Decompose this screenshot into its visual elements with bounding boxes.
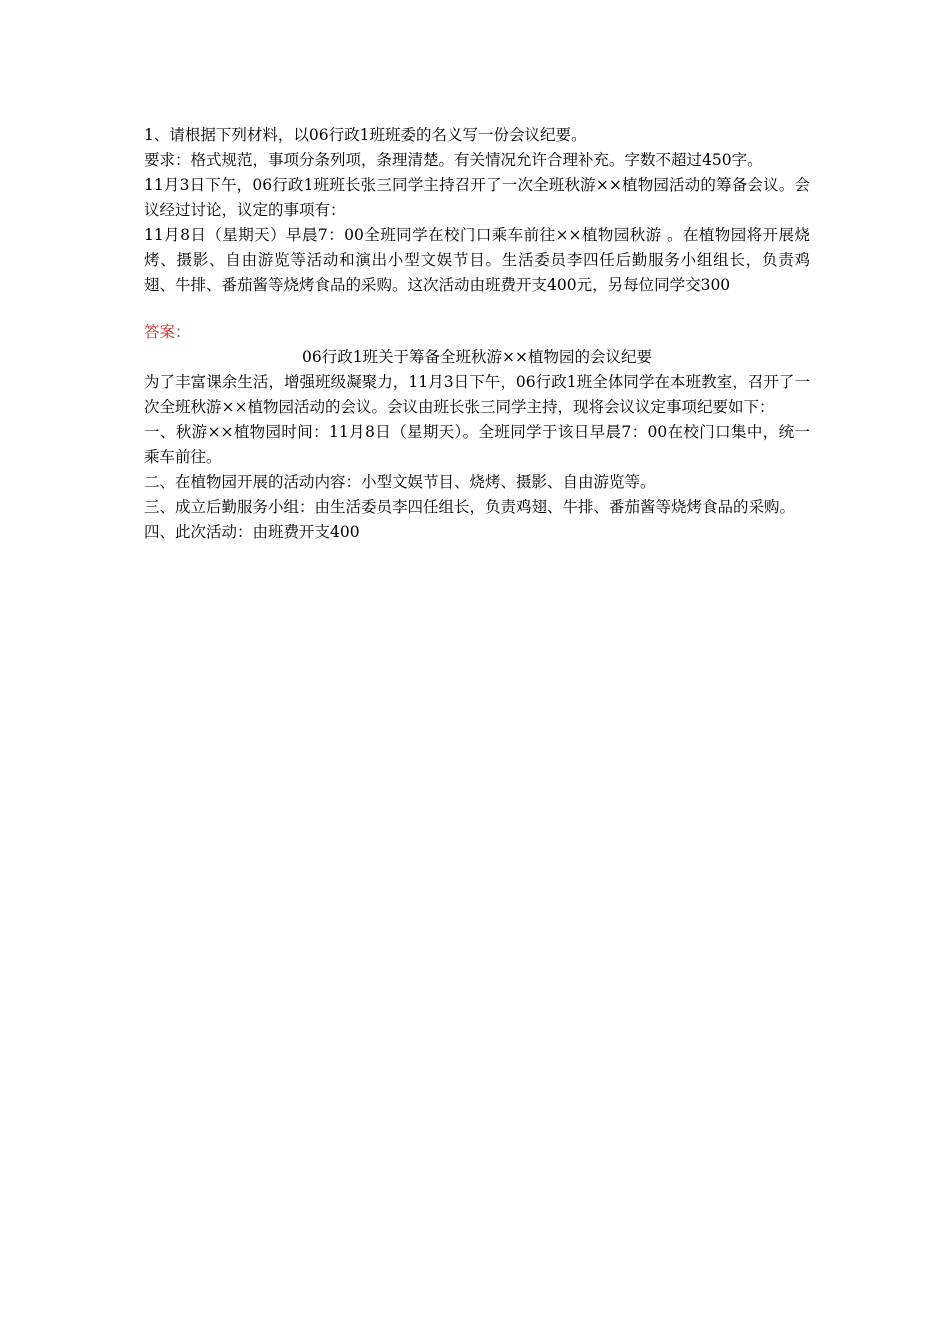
question-prompt: 1、请根据下列材料，以06行政1班班委的名义写一份会议纪要。 xyxy=(144,126,587,144)
question-material-1: 11月3日下午，06行政1班班长张三同学主持召开了一次全班秋游××植物园活动的筹备会议。会议经过讨论，议定的事项有： xyxy=(144,176,810,219)
question-requirement: 要求：格式规范，事项分条列项，条理清楚。有关情况允许合理补充。字数不超过450字。 xyxy=(144,151,763,169)
answer-item-2: 二、在植物园开展的活动内容：小型文娱节目、烧烤、摄影、自由游览等。 xyxy=(144,473,656,491)
section-gap xyxy=(144,298,810,320)
answer-label: 答案： xyxy=(144,323,191,341)
document-page xyxy=(144,123,810,545)
answer-item-1: 一、秋游××植物园时间：11月8日（星期天）。全班同学于该日早晨7：00在校门口集中，统一乘车前往。 xyxy=(144,423,810,466)
answer-title: 06行政1班关于筹备全班秋游××植物园的会议纪要 xyxy=(301,348,653,366)
question-material-2: 11月8日（星期天）早晨7：00全班同学在校门口乘车前往××植物园秋游 。在植物园将开展烧烤、摄影、自由游览等活动和演出小型文娱节目。生活委员李四任后勤服务小组组长，负责鸡翅、牛排、番茄酱等烧烤食品的采购。这次活动由班费开支400元，另每位同学交300 xyxy=(144,226,810,294)
answer-intro: 为了丰富课余生活，增强班级凝聚力，11月3日下午，06行政1班全体同学在本班教室，召开了一次全班秋游××植物园活动的会议。会议由班长张三同学主持，现将会议议定事项纪要如下： xyxy=(144,373,810,416)
answer-item-4: 四、此次活动：由班费开支400 xyxy=(144,523,360,541)
answer-item-3: 三、成立后勤服务小组：由生活委员李四任组长，负责鸡翅、牛排、番茄酱等烧烤食品的采购。 xyxy=(144,498,796,516)
